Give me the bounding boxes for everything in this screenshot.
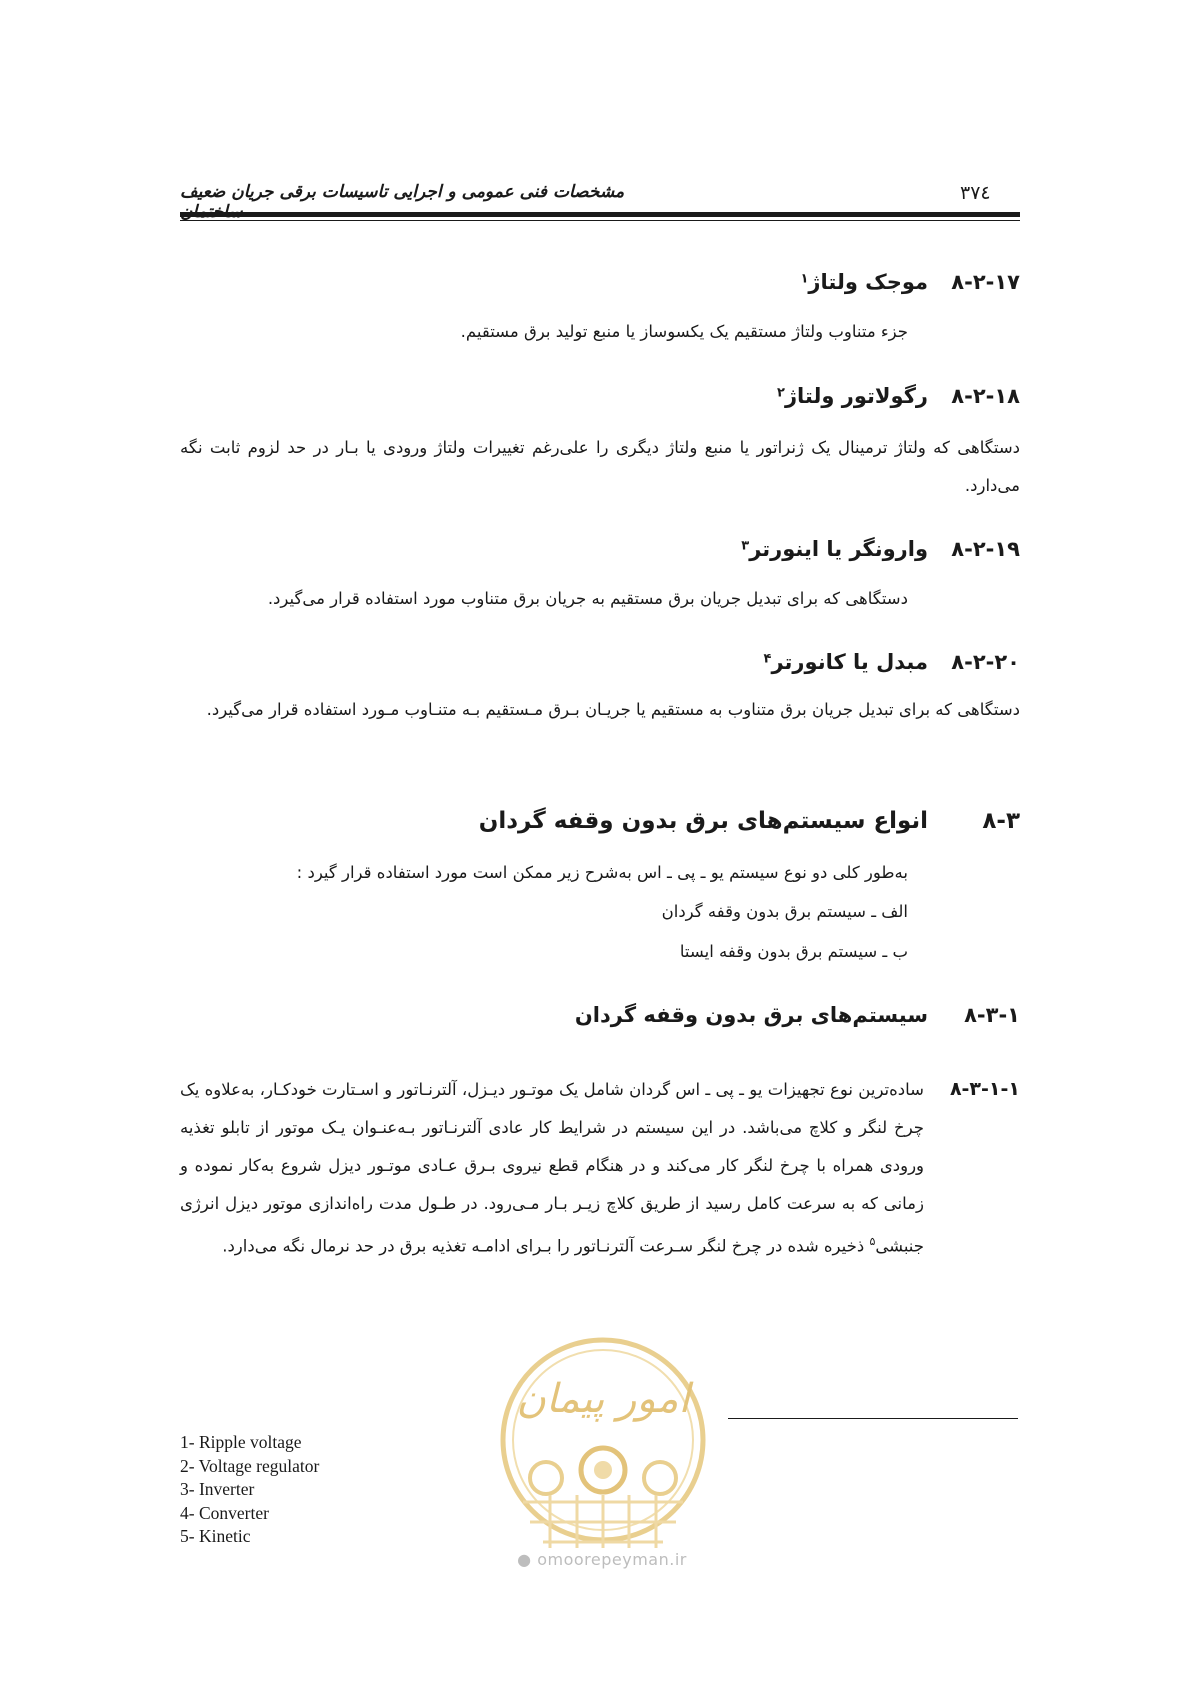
section-body-8-2-19: دستگاهی که برای تبدیل جریان برق مستقیم به جریان برق متناوب مورد استفاده قرار می‌گیرد. [267, 589, 908, 608]
watermark-logo-text: امور پیمان [516, 1376, 690, 1422]
watermark-site: ● omoorepeyman.ir [517, 1550, 687, 1569]
section-heading-8-2-19 [741, 537, 1020, 561]
section-title: موجک ولتاژ [808, 270, 928, 294]
section-number-8-3-1-1: ۸-۳-۱-۱ [949, 1078, 1020, 1100]
page-number: ۳۷٤ [960, 182, 991, 204]
section-heading-8-2-18 [777, 384, 1020, 408]
section-body-8-2-17: جزء متناوب ولتاژ مستقیم یک یکسوساز یا منبع تولید برق مستقیم. [460, 322, 908, 341]
section-number: ۸-۲-۱۸ [951, 384, 1020, 408]
section-title: مبدل یا کانورتر [771, 650, 928, 674]
section-number: ۸-۳ [982, 808, 1020, 834]
running-title: مشخصات فنی عمومی و اجرایی تاسیسات برقی جریان ضعیف [180, 182, 625, 202]
watermark-site-text: omoorepeyman.ir [537, 1550, 687, 1569]
footnote-3: 3- Inverter [180, 1479, 255, 1499]
section-number: ۸-۳-۱ [964, 1003, 1020, 1027]
section-body-8-2-20: دستگاهی که برای تبدیل جریان برق متناوب به مستقیم یا جریـان بـرق مـستقیم بـه متنـاوب مـورد استفاده قرار می‌گیرد. [206, 700, 1020, 719]
header-rule-thick [180, 212, 1020, 217]
section-title: وارونگر یا اینورتر [749, 537, 928, 561]
header-rule-thin [180, 220, 1020, 221]
section-heading-8-3-1 [575, 1003, 1020, 1027]
body-text-continued: ذخیره شده در چرخ لنگر سـرعت آلترنـاتور را بـرای ادامـه تغذیه برق در حد نرمال نگه می‌دارد. [222, 1236, 870, 1256]
section-number: ۸-۲-۱۹ [951, 537, 1020, 561]
section-heading-8-2-17 [800, 270, 1020, 294]
list-item-a: الف ـ سیستم برق بدون وقفه گردان [661, 902, 908, 921]
footnote-marker: ۵ [869, 1235, 876, 1248]
section-title: رگولاتور ولتاژ [784, 384, 928, 408]
section-number: ۸-۲-۲۰ [951, 650, 1020, 674]
body-text: ساده‌ترین نوع تجهیزات یو ـ پی ـ اس گردان شامل یک موتـور دیـزل، آلترنـاتور و اسـتارت خودکـار، به‌علاوه یک چرخ لنگر و کلاچ می‌باشد. در این سیستم در شرایط کار عادی آلترنـاتور بـه‌عنـوان یـک موتور از تابلو تغذیه ورودی همراه با چرخ لنگر کار می‌کند و در هنگام قطع نیروی بـرق عـادی موتـور دیزل شروع به‌کار نموده و زمانی که به سرعت کامل رسید از طریق کلاچ زیـر بـار مـی‌رود. در طـول مدت راه‌اندازی موتور دیزل انرژی جنبشی [180, 1080, 924, 1256]
footnote-marker: ۲ [777, 385, 785, 401]
section-body-8-2-18: دستگاهی که ولتاژ ترمینال یک ژنراتور یا منبع ولتاژ دیگری را علی‌رغم تغییرات ولتاژ ورودی یا بـار در حد لزوم ثابت نگه می‌دارد. [180, 438, 1020, 495]
section-intro-8-3: به‌طور کلی دو نوع سیستم یو ـ پی ـ اس به‌شرح زیر ممکن است مورد استفاده قرار گیرد : [296, 863, 908, 882]
footnote-1: 1- Ripple voltage [180, 1432, 302, 1452]
footnote-5: 5- Kinetic [180, 1526, 251, 1546]
section-body-8-3-1-1 [180, 1071, 924, 1266]
section-heading-8-2-20 [764, 650, 1020, 674]
section-title: انواع سیستم‌های برق بدون وقفه گردان [478, 808, 928, 834]
footnotes-list [180, 1431, 319, 1549]
section-title: سیستم‌های برق بدون وقفه گردان [574, 1003, 928, 1027]
footnote-2: 2- Voltage regulator [180, 1455, 320, 1476]
section-number: ۸-۲-۱۷ [951, 270, 1020, 294]
section-heading-8-3 [479, 808, 1020, 834]
footnote-marker: ۱ [800, 271, 809, 287]
footnote-4: 4- Converter [180, 1502, 269, 1523]
list-item-b: ب ـ سیستم برق بدون وقفه ایستا [679, 942, 908, 961]
footnote-marker: ۴ [763, 651, 772, 667]
footnote-rule [728, 1418, 1018, 1419]
footnote-marker: ۳ [741, 538, 750, 554]
